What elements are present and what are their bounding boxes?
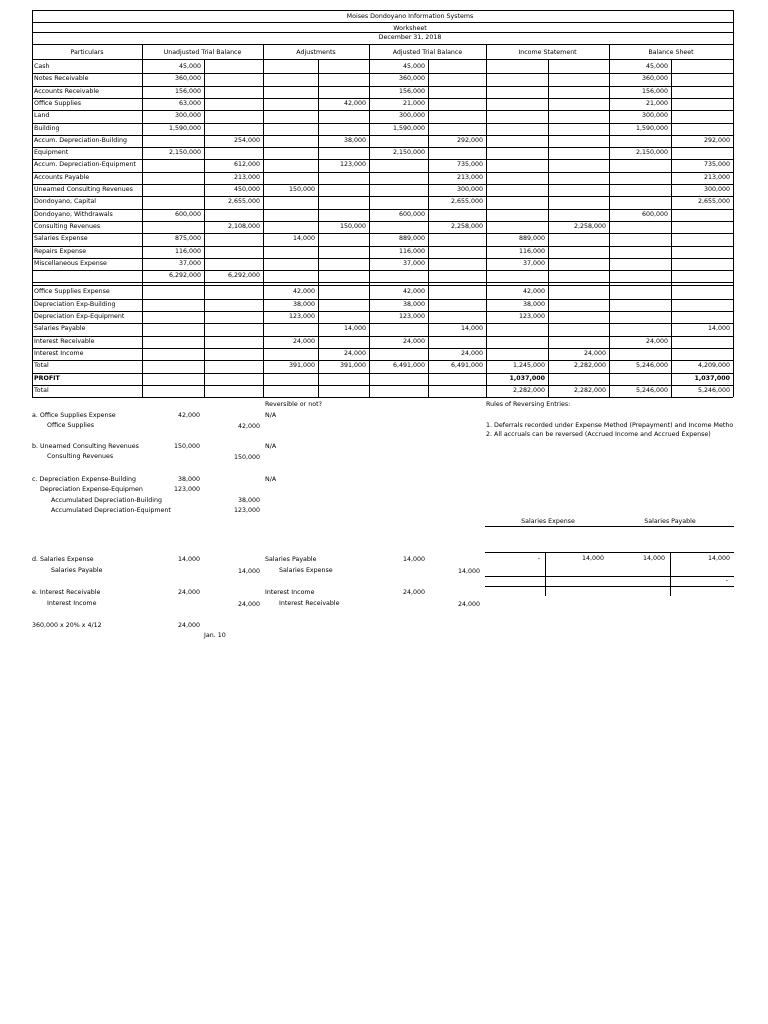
row-rule	[32, 258, 733, 259]
amount-cell: 24,000	[583, 349, 606, 357]
table-left-border	[32, 10, 33, 397]
t-account-salaries-expense-right: 14,000	[581, 555, 604, 562]
entry-c-note: N/A	[265, 476, 277, 483]
amount-cell: 24,000	[292, 337, 315, 345]
entry-c-debit-1-amount: 38,000	[177, 476, 200, 483]
entry-a-credit: Office Supplies	[47, 422, 95, 429]
amount-cell: 116,000	[174, 247, 201, 255]
t-accounts-top-rule	[485, 526, 734, 527]
amount-cell: 38,000	[402, 300, 425, 308]
entry-c-credit-1: Accumulated Depreciation-Building	[51, 497, 162, 504]
amount-cell: 2,150,000	[168, 149, 201, 157]
header-rule	[32, 10, 733, 11]
entry-e-reversing-credit: Interest Receivable	[279, 600, 340, 607]
t-account-salaries-expense-left: -	[537, 555, 540, 562]
t-account-salaries-payable-right: 14,000	[707, 555, 730, 562]
t-account-salaries-payable-divider	[670, 552, 671, 596]
t-account-salaries-payable-title: Salaries Payable	[644, 518, 696, 525]
account-name: Miscellaneous Expense	[34, 259, 107, 267]
interest-calculation: 360,000 x 20% x 4/12	[32, 622, 102, 629]
row-rule	[32, 221, 733, 222]
account-name: Dondoyano, Withdrawals	[34, 210, 113, 218]
amount-cell: 14,000	[343, 325, 366, 333]
entry-b-debit: b. Unearned Consulting Revenues	[32, 443, 139, 450]
amount-cell: 2,258,000	[573, 222, 606, 230]
t-account-salaries-expense-title: Salaries Expense	[521, 518, 575, 525]
row-rule	[32, 246, 733, 247]
rule-2: 2. All accruals can be reversed (Accrued Income and Accrued Expense)	[486, 431, 711, 438]
amount-cell: 2,282,000	[573, 362, 606, 370]
account-name: Building	[34, 124, 60, 132]
entry-c-debit-2: Depreciation Expense-Equipmen	[40, 486, 143, 493]
amount-cell: 1,590,000	[635, 124, 668, 132]
entry-d-credit: Salaries Payable	[51, 567, 103, 574]
amount-cell: 300,000	[456, 186, 483, 193]
amount-cell: 6,292,000	[168, 272, 201, 280]
row-rule	[32, 385, 733, 386]
account-name: Consulting Revenues	[34, 222, 101, 230]
amount-cell: 24,000	[402, 337, 425, 345]
account-name: Repairs Expense	[34, 247, 87, 255]
amount-cell: 14,000	[707, 325, 730, 333]
entry-d-credit-amount: 14,000	[237, 568, 260, 575]
account-name: Accounts Payable	[34, 173, 90, 181]
row-rule	[32, 233, 733, 234]
entry-a-note: N/A	[265, 412, 277, 419]
account-name: Total	[34, 386, 49, 394]
amount-cell: 156,000	[398, 87, 425, 95]
amount-cell: 24,000	[460, 349, 483, 357]
t-accounts-balance-rule	[485, 576, 734, 577]
column-rule	[142, 44, 143, 397]
amount-cell: 213,000	[703, 173, 730, 181]
row-rule	[32, 348, 733, 349]
t-account-salaries-expense-divider	[545, 552, 546, 596]
amount-cell: 600,000	[174, 210, 201, 218]
amount-cell: 735,000	[456, 161, 483, 169]
amount-cell: 735,000	[703, 161, 730, 169]
amount-cell: 360,000	[174, 75, 201, 83]
amount-cell: 123,000	[339, 161, 366, 169]
row-rule	[32, 270, 733, 271]
entry-c-credit-2: Accumulated Depreciation-Equipment	[51, 507, 171, 514]
entry-e-reversing-debit-amount: 24,000	[402, 589, 425, 596]
row-rule	[32, 209, 733, 210]
amount-cell: 37,000	[522, 259, 545, 267]
amount-cell: 123,000	[288, 313, 315, 320]
amount-cell: 38,000	[343, 136, 366, 144]
row-rule	[32, 311, 733, 312]
amount-cell: 21,000	[402, 99, 425, 107]
amount-cell: 21,000	[645, 99, 668, 107]
column-rule	[671, 59, 672, 397]
column-header: Unadjusted Trial Balance	[163, 49, 242, 56]
row-rule	[32, 184, 733, 185]
rules-heading: Rules of Reversing Entries:	[486, 401, 571, 408]
amount-cell: 37,000	[402, 259, 425, 267]
amount-cell: 123,000	[518, 313, 545, 320]
amount-cell: 2,108,000	[227, 222, 260, 230]
entry-b-credit: Consulting Revenues	[47, 453, 114, 460]
account-name: Cash	[34, 63, 50, 70]
account-name: Accum. Depreciation-Building	[34, 136, 128, 144]
amount-cell: 150,000	[288, 186, 315, 193]
amount-cell: 2,282,000	[512, 386, 545, 394]
amount-cell: 292,000	[456, 136, 483, 144]
amount-cell: 889,000	[398, 235, 425, 243]
entry-d-reversing-credit: Salaries Expense	[279, 567, 333, 574]
amount-cell: 24,000	[645, 337, 668, 345]
amount-cell: 292,000	[703, 136, 730, 144]
account-name: Notes Receivable	[34, 75, 89, 83]
interest-calculation-amount: 24,000	[177, 622, 200, 629]
amount-cell: 360,000	[398, 75, 425, 83]
worksheet-date: December 31, 2018	[378, 34, 442, 41]
row-rule	[32, 360, 733, 361]
account-name: Depreciation Exp-Equipment	[34, 313, 125, 320]
t-accounts-header-rule	[485, 552, 734, 553]
column-header: Adjustments	[296, 49, 336, 56]
amount-cell: 450,000	[233, 186, 260, 193]
account-name: PROFIT	[34, 374, 60, 382]
amount-cell: 300,000	[641, 112, 668, 120]
amount-cell: 2,282,000	[573, 386, 606, 394]
header-rule	[32, 32, 733, 33]
amount-cell: 600,000	[398, 210, 425, 218]
amount-cell: 300,000	[398, 112, 425, 120]
amount-cell: 38,000	[522, 300, 545, 308]
amount-cell: 150,000	[339, 222, 366, 230]
date-note: Jan. 10	[204, 632, 226, 639]
row-rule	[32, 323, 733, 324]
amount-cell: 45,000	[645, 63, 668, 70]
row-rule	[32, 123, 733, 124]
rule-1: 1. Deferrals recorded under Expense Method (Prepayment) and Income Metho	[486, 422, 734, 429]
header-rule	[32, 59, 733, 60]
amount-cell: 2,655,000	[227, 198, 260, 206]
section-rule	[32, 285, 733, 286]
amount-cell: 116,000	[518, 247, 545, 255]
row-rule	[32, 336, 733, 337]
account-name: Salaries Expense	[34, 235, 88, 243]
entry-a-debit: a. Office Supplies Expense	[32, 412, 116, 419]
amount-cell: 42,000	[522, 288, 545, 296]
amount-cell: 1,590,000	[168, 124, 201, 132]
row-rule	[32, 110, 733, 111]
amount-cell: 5,246,000	[635, 386, 668, 394]
amount-cell: 38,000	[292, 300, 315, 308]
amount-cell: 4,209,000	[697, 362, 730, 370]
amount-cell: 1,245,000	[512, 362, 545, 370]
entry-e-reversing-debit: Interest Income	[265, 589, 315, 596]
amount-cell: 2,150,000	[392, 149, 425, 157]
row-rule	[32, 373, 733, 374]
entry-c-debit-2-amount: 123,000	[173, 486, 200, 493]
account-name: Office Supplies Expense	[34, 288, 110, 296]
amount-cell: 42,000	[402, 288, 425, 296]
row-rule	[32, 172, 733, 173]
amount-cell: 116,000	[398, 247, 425, 255]
amount-cell: 1,037,000	[694, 374, 730, 382]
account-name: Interest Income	[34, 349, 84, 357]
account-name: Total	[34, 362, 49, 370]
amount-cell: 2,655,000	[697, 198, 730, 206]
amount-cell: 156,000	[641, 87, 668, 95]
account-name: Equipment	[34, 149, 69, 157]
column-header: Balance Sheet	[648, 49, 694, 56]
amount-cell: 889,000	[518, 235, 545, 243]
amount-cell: 2,655,000	[450, 198, 483, 206]
account-name: Accum. Depreciation-Equipment	[34, 161, 136, 169]
entry-d-reversing-debit: Salaries Payable	[265, 556, 317, 563]
row-rule	[32, 282, 733, 283]
amount-cell: 45,000	[178, 63, 201, 70]
amount-cell: 612,000	[233, 161, 260, 169]
amount-cell: 254,000	[233, 136, 260, 144]
row-rule	[32, 73, 733, 74]
amount-cell: 6,491,000	[392, 362, 425, 370]
entry-e-credit-amount: 24,000	[237, 601, 260, 608]
amount-cell: 1,037,000	[509, 374, 545, 382]
amount-cell: 391,000	[288, 362, 315, 370]
entry-e-debit-amount: 24,000	[177, 589, 200, 596]
amount-cell: 2,258,000	[450, 222, 483, 230]
entry-c-debit-1: c. Depreciation Expense-Building	[32, 476, 136, 483]
amount-cell: 360,000	[641, 75, 668, 83]
t-account-salaries-payable-below: -	[725, 577, 728, 584]
account-name: Salaries Payable	[34, 325, 86, 333]
amount-cell: 600,000	[641, 210, 668, 218]
entry-a-credit-amount: 42,000	[237, 423, 260, 430]
amount-cell: 875,000	[174, 235, 201, 243]
account-name: Accounts Receivable	[34, 87, 99, 95]
amount-cell: 5,246,000	[697, 386, 730, 394]
t-account-salaries-payable-left: 14,000	[642, 555, 665, 562]
amount-cell: 123,000	[398, 313, 425, 320]
row-rule	[32, 147, 733, 148]
row-rule	[32, 159, 733, 160]
amount-cell: 1,590,000	[392, 124, 425, 132]
amount-cell: 37,000	[178, 259, 201, 267]
amount-cell: 6,292,000	[227, 272, 260, 280]
row-rule	[32, 196, 733, 197]
entry-d-reversing-debit-amount: 14,000	[402, 556, 425, 563]
entry-d-debit: d. Salaries Expense	[32, 556, 94, 563]
amount-cell: 391,000	[339, 362, 366, 370]
amount-cell: 300,000	[174, 112, 201, 120]
account-name: Office Supplies	[34, 99, 82, 107]
header-rule	[32, 22, 733, 23]
row-rule	[32, 135, 733, 136]
amount-cell: 14,000	[292, 235, 315, 243]
amount-cell: 5,246,000	[635, 362, 668, 370]
entry-d-debit-amount: 14,000	[177, 556, 200, 563]
amount-cell: 14,000	[460, 325, 483, 333]
reversible-heading: Reversible or not?	[265, 401, 322, 408]
amount-cell: 156,000	[174, 87, 201, 95]
table-right-border	[733, 10, 734, 397]
amount-cell: 2,150,000	[635, 149, 668, 157]
entry-e-reversing-credit-amount: 24,000	[457, 601, 480, 608]
worksheet-title: Worksheet	[393, 25, 427, 32]
entry-c-credit-1-amount: 38,000	[237, 497, 260, 504]
row-rule	[32, 98, 733, 99]
account-name: Depreciation Exp-Building	[34, 300, 116, 308]
entry-e-debit: e. Interest Receivable	[32, 589, 101, 596]
amount-cell: 42,000	[343, 99, 366, 107]
entry-b-note: N/A	[265, 443, 277, 450]
amount-cell: 63,000	[178, 99, 201, 107]
entry-d-reversing-credit-amount: 14,000	[457, 568, 480, 575]
amount-cell: 45,000	[402, 63, 425, 70]
account-name: Interest Receivable	[34, 337, 95, 345]
amount-cell: 213,000	[233, 173, 260, 181]
entry-e-credit: Interest Income	[47, 600, 97, 607]
amount-cell: 24,000	[343, 349, 366, 357]
company-name: Moises Dondoyano Information Systems	[346, 13, 474, 20]
amount-cell: 300,000	[703, 186, 730, 193]
t-accounts-bottom-rule	[485, 586, 734, 587]
header-rule	[32, 44, 733, 45]
amount-cell: 213,000	[456, 173, 483, 181]
column-header: Particulars	[70, 49, 104, 56]
entry-b-debit-amount: 150,000	[173, 443, 200, 450]
amount-cell: 42,000	[292, 288, 315, 296]
amount-cell: 6,491,000	[450, 362, 483, 370]
entry-b-credit-amount: 150,000	[233, 454, 260, 461]
column-header: Income Statement	[518, 49, 577, 56]
entry-c-credit-2-amount: 123,000	[233, 507, 260, 514]
row-rule	[32, 397, 733, 398]
account-name: Dondoyano, Capital	[34, 198, 97, 206]
account-name: Unearned Consulting Revenues	[34, 186, 133, 193]
column-rule	[486, 44, 487, 397]
account-name: Land	[34, 112, 50, 120]
entry-a-debit-amount: 42,000	[177, 412, 200, 419]
column-header: Adjusted Trial Balance	[392, 49, 463, 56]
row-rule	[32, 299, 733, 300]
row-rule	[32, 86, 733, 87]
